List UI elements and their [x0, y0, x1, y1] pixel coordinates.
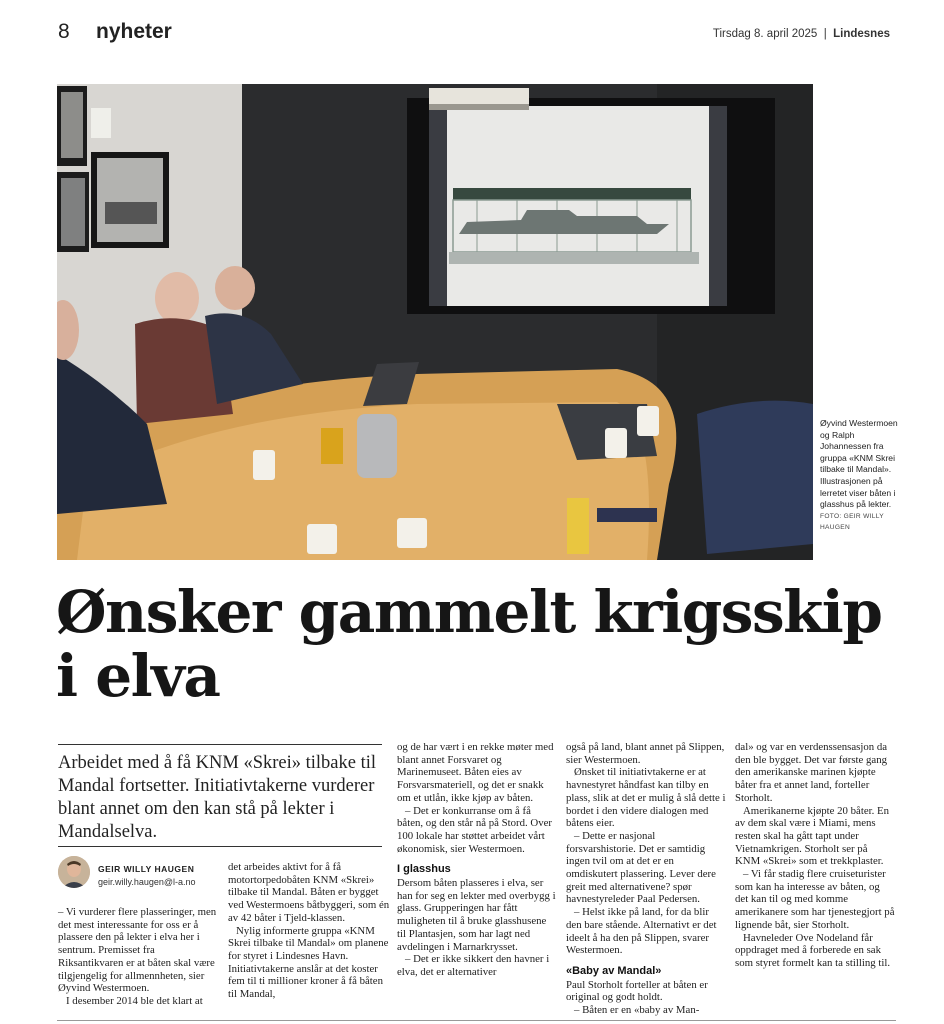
photo-caption: [820, 418, 904, 534]
paragraph: I desember 2014 ble det klart at: [66, 994, 203, 1007]
dateline: [713, 28, 890, 40]
article-photo: [57, 84, 813, 560]
caption-text: Øyvind Westermoen og Ralph Johannessen fra gruppa «KNM Skrei tilbake til Mandal». Illustrasjonen på lerretet viser båten i glasshus på lekter.: [820, 418, 898, 510]
region-name: Lindesnes: [833, 28, 890, 40]
page-header: [0, 0, 944, 70]
paragraph: Amerikanerne kjøpte 20 båter. En av dem skal være i Miami, mens resten skal ha gått tapt under Vietnamkrigen. Storholt ser på KNM «Skrei» som et trekkplaster.: [735, 804, 890, 868]
ingress-top-rule: [58, 744, 382, 745]
paragraph: Dersom båten plasseres i elva, ser han for seg en lekter med overbygg i glass. Grupperingen har fått muligheten til å bruke glasshusene til Plantasjen, som har lagt ned avdelingen i Marnarkrysset.: [397, 877, 556, 953]
body-column-5: [735, 741, 895, 970]
page-number: 8: [58, 20, 70, 43]
paragraph: – Det er ikke sikkert den havner i elva, det er alternativer: [397, 953, 550, 978]
body-column-1: [58, 906, 220, 1008]
paragraph: dal» og var en verdenssensasjon da den ble bygget. Det var første gang den amerikanske marinen kjøpte båter fra et annet land, forteller Storholt.: [735, 741, 888, 804]
paragraph: Nylig informerte gruppa «KNM Skrei tilbake til Mandal» om planene for styret i Lindesnes Havn. Initiativtakerne anslår at det koster fem til ti millioner kroner å få båten til Mandal,: [228, 924, 389, 1001]
subheading-baby-av-mandal: «Baby av Mandal»: [566, 964, 662, 977]
page-bottom-rule: [57, 1020, 896, 1021]
author-avatar: [58, 856, 90, 888]
photo-credit: FOTO: GEIR WILLY HAUGEN: [820, 512, 884, 532]
paragraph: – Båten er en «baby av Man-: [574, 1004, 700, 1017]
author-name: GEIR WILLY HAUGEN: [98, 864, 195, 874]
paragraph: – Vi vurderer flere plasseringer, men det mest interessante for oss er å plassere den på lekter i elva her i sentrum. Premisset fra Riksantikvaren er at båten skal være tilgjengelig for allmennheten, sier Øyvind Westermoen.: [58, 906, 217, 995]
paragraph: – Helst ikke på land, for da blir den bare stående. Alternativt er det ideelt å ha den på Slippen, svarer Westermoen.: [566, 906, 717, 957]
paragraph: og de har vært i en rekke møter med blant annet Forsvaret og Marinemuseet. Båten eies av Forsvarsmateriell, og det er snakk om et utlån, ikke kjøp av båten.: [397, 741, 554, 804]
author-email[interactable]: geir.willy.haugen@l-a.no: [98, 877, 196, 887]
article-headline: Ønsker gammelt krigsskip i elva: [56, 578, 882, 710]
paragraph: Paul Storholt forteller at båten er original og godt holdt.: [566, 978, 708, 1004]
paragraph: også på land, blant annet på Slippen, sier Westermoen.: [566, 741, 725, 766]
paragraph: – Det er konkurranse om å få båten, og den står nå på Stord. Over 100 lokale har støttet arbeidet vårt økonomisk, sier Westermoen.: [397, 804, 553, 855]
article-ingress: Arbeidet med å få KNM «Skrei» tilbake til Mandal fortsetter. Initiativtakerne vurderer blant annet om den kan stå på lekter i Mandalselva.: [58, 753, 377, 842]
paragraph: Havneleder Ove Nodeland får oppdraget med å forberede en sak som styret formelt kan ta stilling til.: [735, 931, 891, 969]
paragraph: det arbeides aktivt for å få motortorpedobåten KNM «Skrei» tilbake til Mandal. Båten er bygget ved Westermoens båtbyggeri, som én av 42 båter i Tjeld-klassen.: [228, 861, 390, 924]
paragraph: Ønsket til initiativtakerne er at havnestyret håndfast kan tilby en plass, slik at det er mulig å slå dette i bordet i den videre dialogen med båtens eier.: [566, 766, 726, 830]
paragraph: – Dette er nasjonal forsvarshistorie. Det er samtidig ingen tvil om at det er en omdiskutert plassering. Lever dere greit med alternativene? spør havnestyreleder Paal Pedersen.: [566, 829, 716, 906]
section-name: nyheter: [96, 20, 172, 43]
dateline-separator: |: [823, 28, 827, 40]
subheading-glasshus: I glasshus: [397, 863, 451, 876]
body-column-2: [228, 861, 390, 1001]
issue-date: Tirsdag 8. april 2025: [712, 28, 818, 40]
body-column-3: [397, 741, 557, 979]
body-column-4: [566, 741, 726, 1017]
paragraph: – Vi får stadig flere cruiseturister som kan ha interesse av båten, og det kan til og med komme amerikanere som har tjenestegjort på lignende båt, sier Storholt.: [735, 868, 895, 931]
ingress-bottom-rule: [58, 846, 382, 847]
